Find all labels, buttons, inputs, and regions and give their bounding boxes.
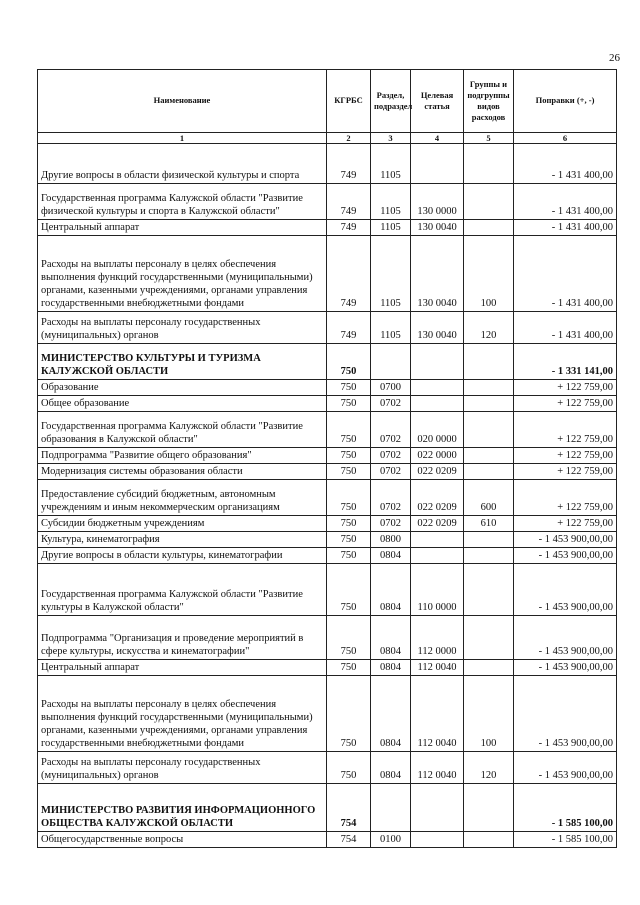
table-row [38,380,617,396]
cell-section: 0804 [371,548,411,564]
cell-group [464,412,514,448]
cell-group: 120 [464,752,514,784]
cell-section: 0800 [371,532,411,548]
cell-name: Центральный аппарат [38,660,327,676]
cell-article [411,380,464,396]
cell-group [464,564,514,616]
budget-amendments-table [37,69,617,848]
cell-name: Расходы на выплаты персоналу государственных (муниципальных) органов [38,752,327,784]
cell-section: 0702 [371,464,411,480]
table-row [38,412,617,448]
cell-amount: + 122 759,00 [514,412,617,448]
cell-article [411,784,464,832]
cell-amount: - 1 453 900,00,00 [514,660,617,676]
cell-section: 0804 [371,676,411,752]
cell-group [464,144,514,184]
cell-kgrbs: 750 [327,532,371,548]
cell-name: Государственная программа Калужской области "Развитие образования в Калужской области" [38,412,327,448]
cell-kgrbs: 749 [327,220,371,236]
cell-article [411,548,464,564]
cell-name: Другие вопросы в области физической культуры и спорта [38,144,327,184]
cell-section: 0804 [371,660,411,676]
table-body [38,144,617,848]
table-row [38,144,617,184]
cell-section: 0702 [371,412,411,448]
table-row [38,676,617,752]
cell-section: 0702 [371,396,411,412]
cell-name: Модернизация системы образования области [38,464,327,480]
cell-amount: - 1 431 400,00 [514,184,617,220]
table-row [38,548,617,564]
cell-amount: - 1 585 100,00 [514,784,617,832]
cell-article: 022 0209 [411,516,464,532]
cell-amount: - 1 453 900,00,00 [514,616,617,660]
cell-group: 610 [464,516,514,532]
table-row [38,616,617,660]
column-number: 5 [464,133,514,144]
cell-kgrbs: 750 [327,548,371,564]
cell-name: Культура, кинематография [38,532,327,548]
cell-group [464,616,514,660]
table-row [38,448,617,464]
cell-amount: + 122 759,00 [514,464,617,480]
cell-section: 1105 [371,184,411,220]
cell-name: Государственная программа Калужской области "Развитие физической культуры и спорта в Калужской области" [38,184,327,220]
table-row [38,220,617,236]
cell-section: 1105 [371,312,411,344]
header-article: Целевая статья [411,70,464,133]
cell-group [464,532,514,548]
cell-group: 100 [464,676,514,752]
cell-section [371,344,411,380]
cell-name: МИНИСТЕРСТВО КУЛЬТУРЫ И ТУРИЗМА КАЛУЖСКОЙ ОБЛАСТИ [38,344,327,380]
table-row [38,480,617,516]
cell-name: Государственная программа Калужской области "Развитие культуры в Калужской области" [38,564,327,616]
cell-kgrbs: 750 [327,344,371,380]
cell-article [411,832,464,848]
cell-kgrbs: 750 [327,448,371,464]
cell-group: 120 [464,312,514,344]
cell-amount: - 1 431 400,00 [514,144,617,184]
cell-amount: - 1 453 900,00,00 [514,532,617,548]
cell-kgrbs: 750 [327,660,371,676]
cell-article [411,344,464,380]
column-number: 4 [411,133,464,144]
cell-article: 130 0040 [411,236,464,312]
cell-article: 130 0040 [411,312,464,344]
cell-group [464,380,514,396]
cell-group [464,548,514,564]
cell-name: Общее образование [38,396,327,412]
cell-amount: - 1 453 900,00,00 [514,676,617,752]
page-number: 26 [609,52,620,64]
cell-group: 600 [464,480,514,516]
cell-section: 0702 [371,516,411,532]
cell-group: 100 [464,236,514,312]
cell-group [464,184,514,220]
cell-article: 022 0000 [411,448,464,464]
cell-name: Подпрограмма "Организация и проведение мероприятий в сфере культуры, искусства и кинематографии" [38,616,327,660]
table-row [38,344,617,380]
cell-group [464,832,514,848]
table-row [38,532,617,548]
cell-section: 0702 [371,448,411,464]
cell-amount: + 122 759,00 [514,448,617,464]
header-kgrbs: КГРБС [327,70,371,133]
column-number: 1 [38,133,327,144]
cell-section: 0804 [371,616,411,660]
cell-amount: - 1 431 400,00 [514,312,617,344]
cell-kgrbs: 750 [327,396,371,412]
cell-kgrbs: 749 [327,144,371,184]
table-row [38,236,617,312]
cell-kgrbs: 750 [327,464,371,480]
cell-amount: + 122 759,00 [514,380,617,396]
cell-name: Образование [38,380,327,396]
cell-article: 022 0209 [411,480,464,516]
table-row [38,464,617,480]
cell-article: 130 0000 [411,184,464,220]
column-number: 2 [327,133,371,144]
cell-name: МИНИСТЕРСТВО РАЗВИТИЯ ИНФОРМАЦИОННОГО ОБЩЕСТВА КАЛУЖСКОЙ ОБЛАСТИ [38,784,327,832]
table-row [38,832,617,848]
cell-section: 0702 [371,480,411,516]
table-row [38,312,617,344]
cell-section: 0804 [371,752,411,784]
header-changes: Поправки (+, -) [514,70,617,133]
cell-amount: - 1 331 141,00 [514,344,617,380]
cell-section: 0100 [371,832,411,848]
cell-group [464,448,514,464]
cell-amount: + 122 759,00 [514,480,617,516]
cell-article: 130 0040 [411,220,464,236]
cell-group [464,784,514,832]
cell-kgrbs: 750 [327,616,371,660]
cell-section: 1105 [371,236,411,312]
cell-article: 020 0000 [411,412,464,448]
cell-article: 112 0000 [411,616,464,660]
cell-article [411,532,464,548]
column-number: 3 [371,133,411,144]
cell-kgrbs: 749 [327,184,371,220]
cell-amount: - 1 431 400,00 [514,236,617,312]
cell-amount: - 1 453 900,00,00 [514,548,617,564]
cell-kgrbs: 750 [327,516,371,532]
cell-amount: - 1 453 900,00,00 [514,564,617,616]
cell-kgrbs: 750 [327,380,371,396]
cell-kgrbs: 750 [327,412,371,448]
cell-name: Расходы на выплаты персоналу государственных (муниципальных) органов [38,312,327,344]
table-row [38,516,617,532]
table-row [38,784,617,832]
cell-amount: - 1 431 400,00 [514,220,617,236]
cell-amount: + 122 759,00 [514,516,617,532]
cell-kgrbs: 754 [327,784,371,832]
cell-section: 1105 [371,144,411,184]
cell-section: 0804 [371,564,411,616]
table-row [38,184,617,220]
cell-section: 1105 [371,220,411,236]
cell-name: Предоставление субсидий бюджетным, автономным учреждениям и иным некоммерческим организациям [38,480,327,516]
table-row [38,396,617,412]
cell-name: Другие вопросы в области культуры, кинематографии [38,548,327,564]
cell-name: Общегосударственные вопросы [38,832,327,848]
cell-group [464,396,514,412]
cell-name: Расходы на выплаты персоналу в целях обеспечения выполнения функций государственными (муниципальными) органами, казенными учреждениями, органами управления государственными внебюджетными фондами [38,236,327,312]
cell-kgrbs: 750 [327,480,371,516]
cell-group [464,660,514,676]
cell-kgrbs: 750 [327,752,371,784]
cell-article: 112 0040 [411,660,464,676]
cell-name: Центральный аппарат [38,220,327,236]
cell-kgrbs: 749 [327,236,371,312]
cell-group [464,344,514,380]
cell-article: 112 0040 [411,676,464,752]
table-row [38,752,617,784]
cell-group [464,464,514,480]
cell-amount: + 122 759,00 [514,396,617,412]
cell-amount: - 1 453 900,00,00 [514,752,617,784]
cell-section: 0700 [371,380,411,396]
header-name: Наименование [38,70,327,133]
cell-name: Подпрограмма "Развитие общего образования" [38,448,327,464]
table-row [38,660,617,676]
cell-kgrbs: 750 [327,564,371,616]
cell-amount: - 1 585 100,00 [514,832,617,848]
cell-article: 022 0209 [411,464,464,480]
cell-group [464,220,514,236]
cell-kgrbs: 750 [327,676,371,752]
cell-article: 110 0000 [411,564,464,616]
cell-article [411,396,464,412]
cell-article [411,144,464,184]
cell-name: Субсидии бюджетным учреждениям [38,516,327,532]
cell-article: 112 0040 [411,752,464,784]
cell-section [371,784,411,832]
cell-kgrbs: 754 [327,832,371,848]
cell-name: Расходы на выплаты персоналу в целях обеспечения выполнения функций государственными (муниципальными) органами, казенными учреждениями, органами управления государственными внебюджетными фондами [38,676,327,752]
header-section: Раздел, подраздел [371,70,411,133]
header-groups: Группы и подгруппы видов расходов [464,70,514,133]
column-number: 6 [514,133,617,144]
table-row [38,564,617,616]
cell-kgrbs: 749 [327,312,371,344]
